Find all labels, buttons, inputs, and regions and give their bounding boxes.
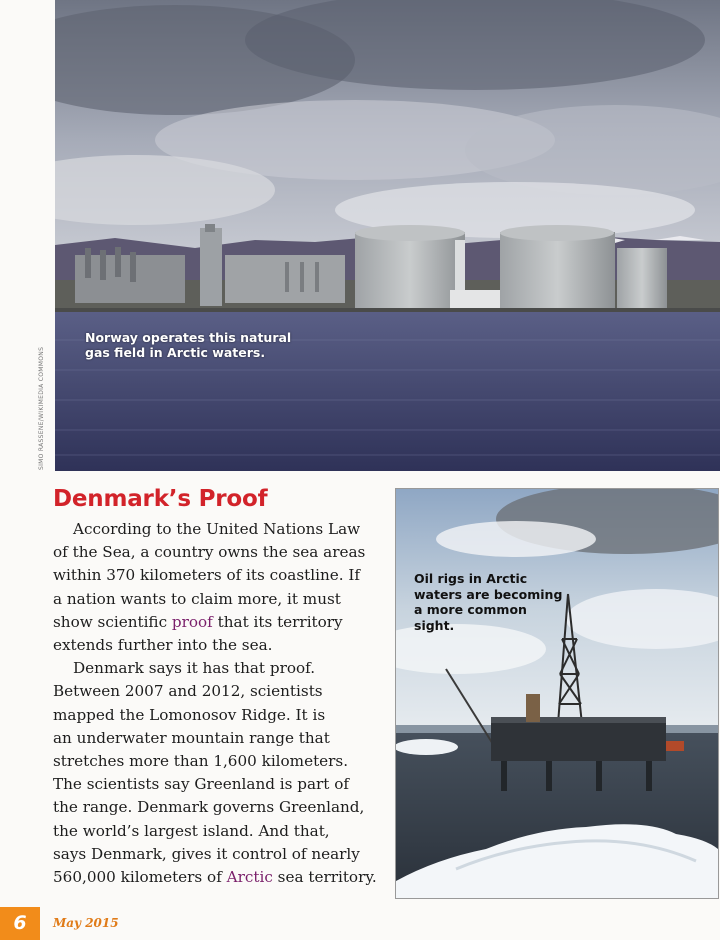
text-line: within 370 kilometers of its coastline. If bbox=[53, 566, 360, 585]
text-line: mapped the Lomonosov Ridge. It is bbox=[53, 705, 326, 724]
issue-date: May 2015 bbox=[53, 916, 119, 930]
proof-link[interactable]: proof bbox=[171, 612, 213, 631]
text-line: the range. Denmark governs Greenland, bbox=[53, 798, 365, 817]
article-body bbox=[53, 518, 383, 889]
text-line: The scientists say Greenland is part of bbox=[53, 775, 349, 794]
text-segment: sea territory. bbox=[272, 868, 377, 887]
gas-field-photo bbox=[55, 0, 720, 471]
page-number: 6 bbox=[0, 907, 40, 940]
paragraph-2 bbox=[53, 657, 383, 889]
arctic-link[interactable]: Arctic bbox=[226, 868, 273, 887]
text-line: says Denmark, gives it control of nearly bbox=[53, 844, 360, 863]
section-heading: Denmark’s Proof bbox=[53, 486, 268, 512]
text-line: of the Sea, a country owns the sea areas bbox=[53, 543, 366, 562]
text-line bbox=[53, 866, 383, 889]
photo-credit: SIMO RASSENE/WIKIMEDIA COMMONS bbox=[38, 346, 45, 470]
text-line: extends further into the sea. bbox=[53, 636, 273, 655]
text-line: Denmark says it has that proof. bbox=[73, 659, 316, 678]
text-line: the world’s largest island. And that, bbox=[53, 821, 330, 840]
oil-rig-photo bbox=[395, 488, 719, 899]
paragraph-1 bbox=[53, 518, 383, 657]
photo-caption: Oil rigs in Arctic waters are becoming a more common sight. bbox=[414, 571, 563, 633]
text-line: Between 2007 and 2012, scientists bbox=[53, 682, 323, 701]
text-line: According to the United Nations Law bbox=[73, 520, 361, 538]
text-segment: 560,000 kilometers of bbox=[53, 868, 227, 887]
text-line: a nation wants to claim more, it must bbox=[53, 589, 341, 608]
text-segment: show scientific bbox=[53, 612, 172, 631]
text-segment: that its territory bbox=[212, 612, 343, 631]
text-line: stretches more than 1,600 kilometers. bbox=[53, 752, 349, 771]
text-line bbox=[53, 611, 383, 634]
text-line: an underwater mountain range that bbox=[53, 728, 330, 747]
photo-caption: Norway operates this natural gas field in Arctic waters. bbox=[85, 330, 292, 360]
